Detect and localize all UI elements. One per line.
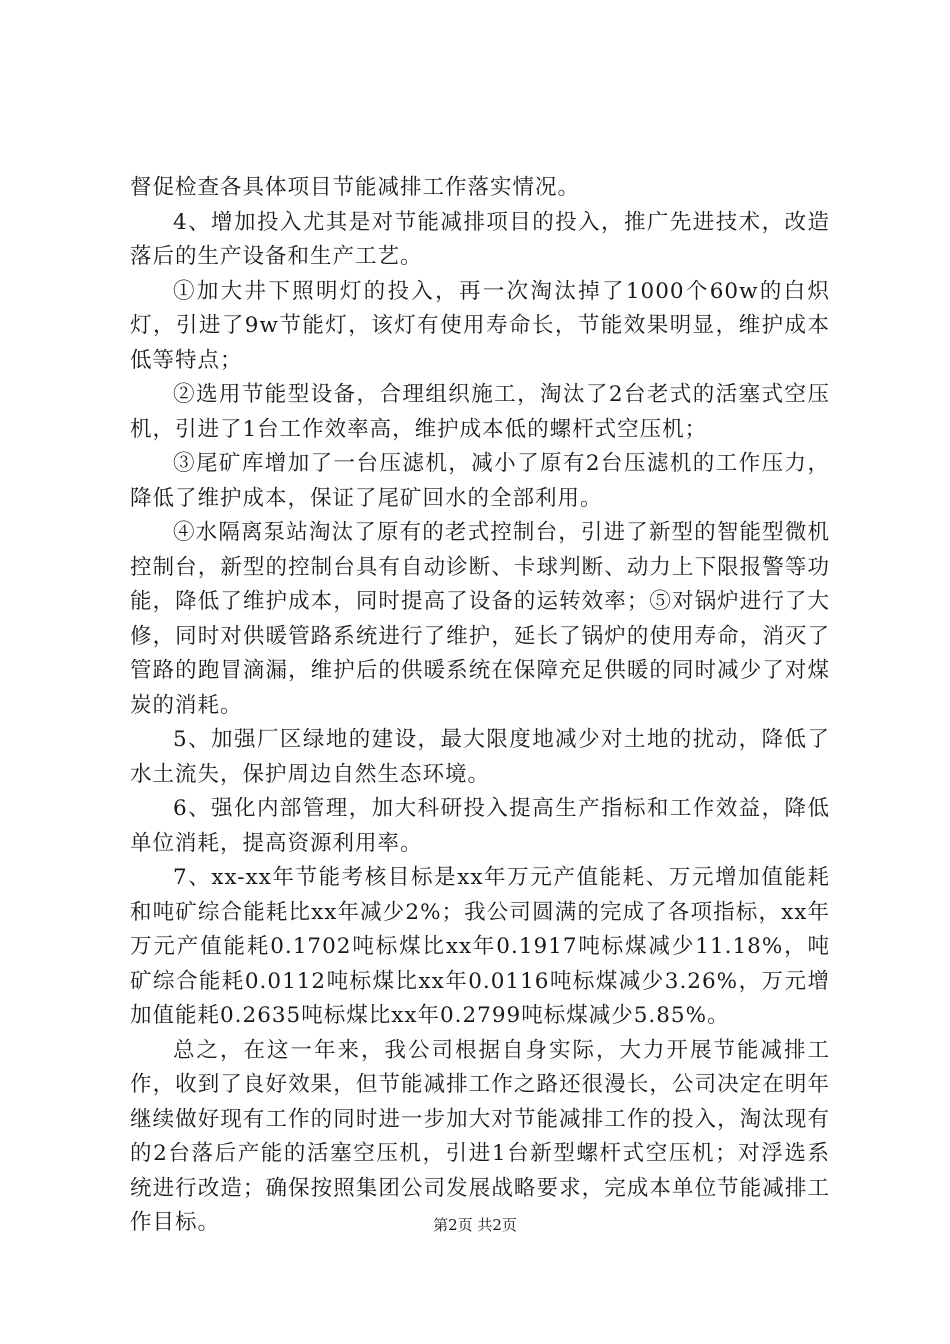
paragraph-9: 7、xx-xx年节能考核目标是xx年万元产值能耗、万元增加值能耗和吨矿综合能耗比xx年减少2%；我公司圆满的完成了各项指标，xx年万元产值能耗0.1702吨标煤比xx年0.1917吨标煤减少11.18%，吨矿综合能耗0.0112吨标煤比xx年0.0116吨标煤减少3.26%，万元增加值能耗0.2635吨标煤比xx年0.2799吨标煤减少5.85%。: [130, 865, 830, 1028]
paragraph-6: ④水隔离泵站淘汰了原有的老式控制台，引进了新型的智能型微机控制台，新型的控制台具有自动诊断、卡球判断、动力上下限报警等功能，降低了维护成本，同时提高了设备的运转效率；⑤对锅炉进行了大修，同时对供暖管路系统进行了维护，延长了锅炉的使用寿命，消灭了管路的跑冒滴漏，维护后的供暖系统在保障充足供暖的同时减少了对煤炭的消耗。: [130, 520, 830, 718]
paragraph-1: 督促检查各具体项目节能减排工作落实情况。: [130, 175, 581, 200]
paragraph-3: ①加大井下照明灯的投入，再一次淘汰掉了1000个60w的白炽灯，引进了9w节能灯，该灯有使用寿命长，节能效果明显，维护成本低等特点；: [130, 278, 830, 373]
paragraph-7: 5、加强厂区绿地的建设，最大限度地减少对土地的扰动，降低了水土流失，保护周边自然生态环境。: [130, 727, 830, 787]
paragraph-2: 4、增加投入尤其是对节能减排项目的投入，推广先进技术，改造落后的生产设备和生产工艺。: [130, 209, 830, 269]
page-footer: 第2页 共2页: [433, 1216, 517, 1234]
paragraph-5: ③尾矿库增加了一台压滤机，减小了原有2台压滤机的工作压力，降低了维护成本，保证了尾矿回水的全部利用。: [130, 451, 830, 511]
document-body: [130, 171, 830, 1241]
paragraph-4: ②选用节能型设备，合理组织施工，淘汰了2台老式的活塞式空压机，引进了1台工作效率高，维护成本低的螺杆式空压机；: [130, 382, 830, 442]
paragraph-8: 6、强化内部管理，加大科研投入提高生产指标和工作效益，降低单位消耗，提高资源利用率。: [130, 796, 830, 856]
paragraph-10: 总之，在这一年来，我公司根据自身实际，大力开展节能减排工作，收到了良好效果，但节能减排工作之路还很漫长，公司决定在明年继续做好现有工作的同时进一步加大对节能减排工作的投入，淘汰现有的2台落后产能的活塞空压机，引进1台新型螺杆式空压机；对浮选系统进行改造；确保按照集团公司发展战略要求，完成本单位节能减排工作目标。: [130, 1037, 830, 1235]
